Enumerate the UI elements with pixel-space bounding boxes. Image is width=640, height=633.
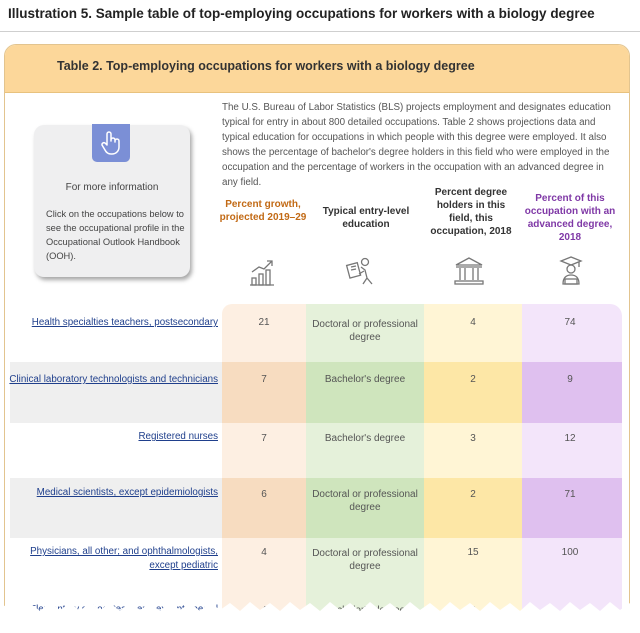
growth-cell-shade xyxy=(222,362,306,423)
more-info-heading: For more information xyxy=(65,182,159,193)
intro-paragraph: The U.S. Bureau of Labor Statistics (BLS) projects employment and designates education typical for entry in about 800 detailed occupations. Table 2 shows projections data and typical education for occupations in which people with this degree were employed. It also shows the percentage of bachelor's degree holders in this field who were employed in the occupation and the percentage of workers in the occupation with an advanced degree in any field. xyxy=(222,102,611,188)
column-header-education: Typical entry-level education xyxy=(322,206,410,230)
column-header-growth: Percent growth, projected 2019–29 xyxy=(219,199,307,223)
degree-holders-column-band xyxy=(424,304,522,633)
advanced-value: 71 xyxy=(564,489,576,500)
growth-value: 7 xyxy=(261,374,267,385)
table-title: Table 2. Top-employing occupations for workers with a biology degree xyxy=(57,59,475,73)
education-value: Doctoral or professional degree xyxy=(312,489,418,513)
growth-cell-shade xyxy=(222,478,306,538)
advanced-column-band xyxy=(522,304,622,633)
holders-cell-shade xyxy=(424,362,522,423)
column-header-degree-holders: Percent degree holders in this field, this occupation, 2018 xyxy=(430,187,512,237)
pointer-hand-icon xyxy=(92,124,130,162)
graduate-icon xyxy=(555,254,587,288)
degree-holders-value: 3 xyxy=(470,433,476,444)
occupation-link[interactable]: Registered nurses xyxy=(138,431,218,442)
advanced-cell-shade xyxy=(522,478,622,538)
degree-holders-value: 4 xyxy=(470,317,476,328)
holders-cell-shade xyxy=(424,478,522,538)
degree-holders-value: 2 xyxy=(470,489,476,500)
occupation-link[interactable]: Clinical laboratory technologists and technicians xyxy=(9,374,218,385)
student-reading-icon xyxy=(344,256,376,288)
column-header-advanced: Percent of this occupation with an advanced degree, 2018 xyxy=(524,193,616,243)
education-value: Doctoral or professional degree xyxy=(312,548,418,572)
growth-value: 4 xyxy=(261,547,267,558)
education-value: Bachelor's degree xyxy=(324,374,406,385)
education-column-band xyxy=(306,304,424,633)
more-info-text: Click on the occupations below to see the occupational profile in the Occupational Outlook Handbook (OOH). xyxy=(46,209,185,261)
table-header-band xyxy=(5,45,629,93)
growth-value: 6 xyxy=(261,489,267,500)
growth-value: 21 xyxy=(258,317,270,328)
growth-value: 7 xyxy=(261,433,267,444)
degree-holders-value: 2 xyxy=(470,374,476,385)
institution-building-icon xyxy=(452,255,486,287)
growth-column-band xyxy=(222,304,306,633)
advanced-value: 12 xyxy=(564,433,576,444)
occupation-link[interactable]: Health specialties teachers, postsecondary xyxy=(31,317,218,328)
illustration-title: Illustration 5. Sample table of top-employing occupations for workers with a biology degree xyxy=(8,6,595,21)
education-cell-shade xyxy=(306,362,424,423)
advanced-value: 9 xyxy=(567,374,573,385)
advanced-value: 100 xyxy=(561,547,579,558)
advanced-value: 74 xyxy=(564,317,576,328)
growth-chart-icon xyxy=(248,258,278,288)
title-divider xyxy=(0,31,640,32)
education-value: Doctoral or professional degree xyxy=(312,319,418,343)
torn-edge xyxy=(0,597,640,633)
education-value: Bachelor's degree xyxy=(324,433,406,444)
occupation-link[interactable]: Medical scientists, except epidemiologists xyxy=(36,487,218,498)
degree-holders-value: 15 xyxy=(467,547,479,558)
occupation-link[interactable]: Physicians, all other; and ophthalmologists, except pediatric xyxy=(30,546,218,571)
advanced-cell-shade xyxy=(522,362,622,423)
more-info-box xyxy=(34,125,190,277)
